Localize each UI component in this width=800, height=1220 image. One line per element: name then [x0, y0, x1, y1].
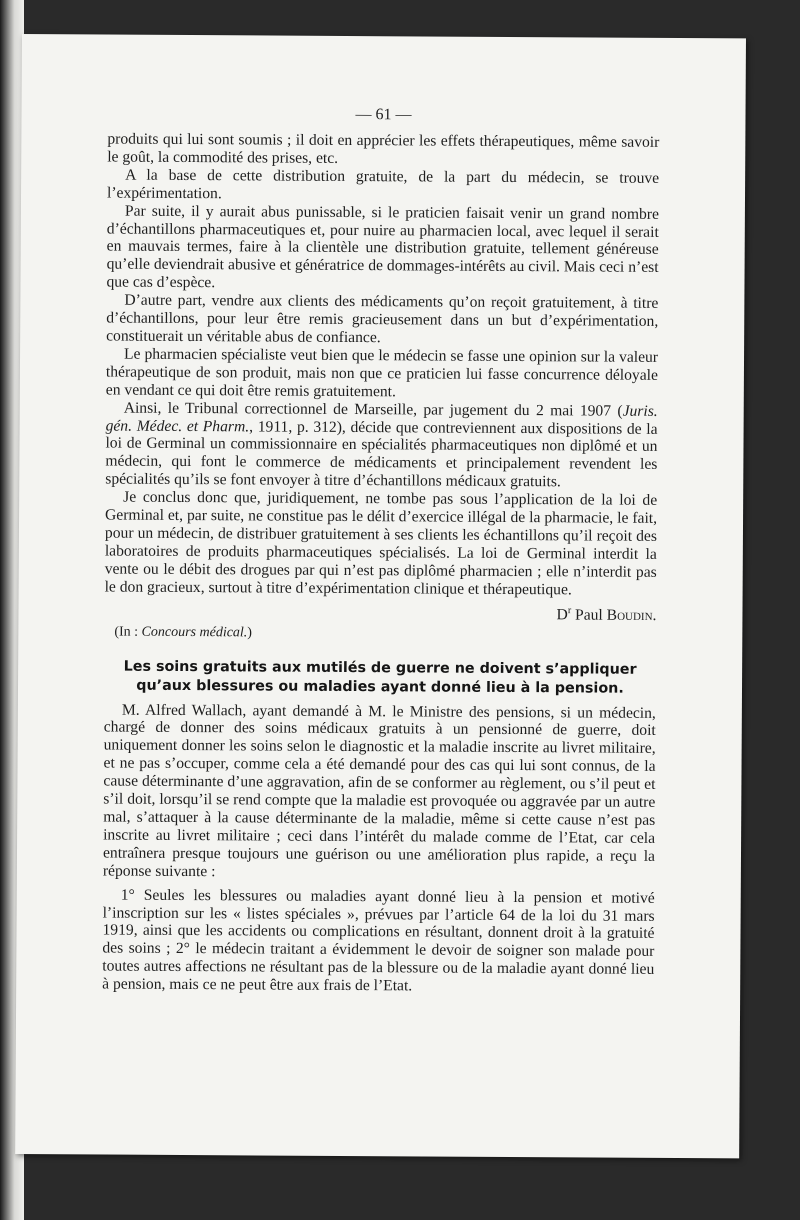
paragraph: produits qui lui sont soumis ; il doit en apprécier les effets thérapeutiques, même savoir le goût, la commodité des prises, etc. [107, 130, 660, 167]
section-heading [104, 657, 656, 698]
paragraph: D’autre part, vendre aux clients des médicaments qu’on reçoit gratuitement, à titre d’échantillons, pour leur être remis gracieusement dans un but d’expérimentation, constituerait un véritable abus de confiance. [106, 291, 659, 347]
paragraph: Par suite, il y aurait abus punissable, si le praticien faisait venir un grand nombre d’échantillons pharmaceutiques et, pour nuire au pharmacien local, avec lequel il serait en mauvais termes, faire à la clientèle une distribution gratuite, tellement généreuse qu’elle deviendrait abusive et génératrice de dommages-intérêts au civil. Mais ceci n’est que cas d’espèce. [106, 202, 659, 292]
tribunal-paragraph [105, 399, 658, 492]
journal-citation: Juris. gén. Médec. et Pharm. [105, 402, 658, 435]
paragraph: 1° Seules les blessures ou maladies ayant donné lieu à la pension et motivé l’inscription sur les « listes spéciales », prévues par l’article 64 de la loi du 31 mars 1919, ainsi que les accidents ou complications en résultant, donnent droit à la gratuité des soins ; 2° le médecin traitant a évidemment le devoir de soigner son malade pour toutes autres affections ne résultant pas de la blessure ou de la maladie ayant donné lieu à pension, mais ce ne peut être aux frais de l’Etat. [102, 886, 655, 995]
signature-first-name: Paul [575, 606, 603, 624]
tribunal-text-before: Ainsi, le Tribunal correctionnel de Marseille, par jugement du 2 mai 1907 ( [123, 399, 623, 420]
paragraph: Le pharmacien spécialiste veut bien que le médecin se fasse une opinion sur la valeur thérapeutique de son produit, mais non que ce praticien lui fasse concurrence déloyale en vendant ce qui doit être remis gratuitement. [105, 345, 659, 400]
paragraph: A la base de cette distribution gratuite, de la part du médecin, se trouve l’expérimentation. [106, 166, 660, 202]
conclusion-paragraph: Je conclus donc que, juridiquement, ne tombe pas sous l’application de la loi de Germinal et, par suite, ne constitue pas le délit d’exercice illégal de la pharmacie, le fait, pour un médecin, de distribuer gratuitement à ses clients les échantillons qu’il reçoit des laboratoires de produits pharmaceutiques spécialisés. La loi de Germinal interdit la vente ou le débit des drogues par qui n’est pas diplômé pharmacien ; elle n’interdit pas le don gracieux, surtout à titre d’expérimentation clinique et thérapeutique. [104, 488, 658, 599]
signature-last-name: Boudin. [606, 606, 657, 624]
tribunal-text-after: , 1911, p. 312), décide que contreviennent aux dispositions de la loi de Germinal un commissionnaire en spécialités pharmaceutiques non diplômé et un médecin, qui font le commerce de médicaments et principalement revendent les spécialités qu’ils se font envoyer à titre d’échantillons médicaux gratuits. [105, 417, 658, 491]
article-body [102, 131, 659, 997]
heading-line-2: qu’aux blessures ou maladies ayant donné lieu à la pension. [136, 677, 624, 697]
source-reference [114, 623, 656, 644]
author-signature [104, 599, 656, 624]
heading-line-1: Les soins gratuits aux mutilés de guerre ne doivent s’appliquer [123, 658, 637, 678]
document-page [15, 34, 746, 1158]
source-name: Concours médical. [141, 624, 248, 641]
signature-title: $D^r$ [556, 604, 572, 624]
page-number: — 61 — [355, 106, 412, 124]
source-prefix: (In : [114, 624, 142, 640]
source-suffix: ) [247, 625, 253, 641]
paragraph: M. Alfred Wallach, ayant demandé à M. le Ministre des pensions, si un médecin, chargé de donner des soins médicaux gratuits à un pensionné de guerre, doit uniquement donner les soins selon le diagnostic et la maladie inscrite au livret militaire, et ne pas s’occuper, comme cela a été demandé pour des cas qui lui sont connus, de la cause déterminante d’une aggravation, afin de se conformer au règlement, ou s’il peut et s’il doit, lorsqu’il se rend compte que la maladie est provoquée ou aggravée par un autre mal, s’attaquer à la cause déterminante de la maladie, même si cette cause n’est pas inscrite au livret militaire ; ceci dans l’intérêt du malade comme de l’Etat, car cela entraînera presque toujours une guérison ou une amélioration plus rapide, a reçu la réponse suivante : [102, 701, 656, 880]
